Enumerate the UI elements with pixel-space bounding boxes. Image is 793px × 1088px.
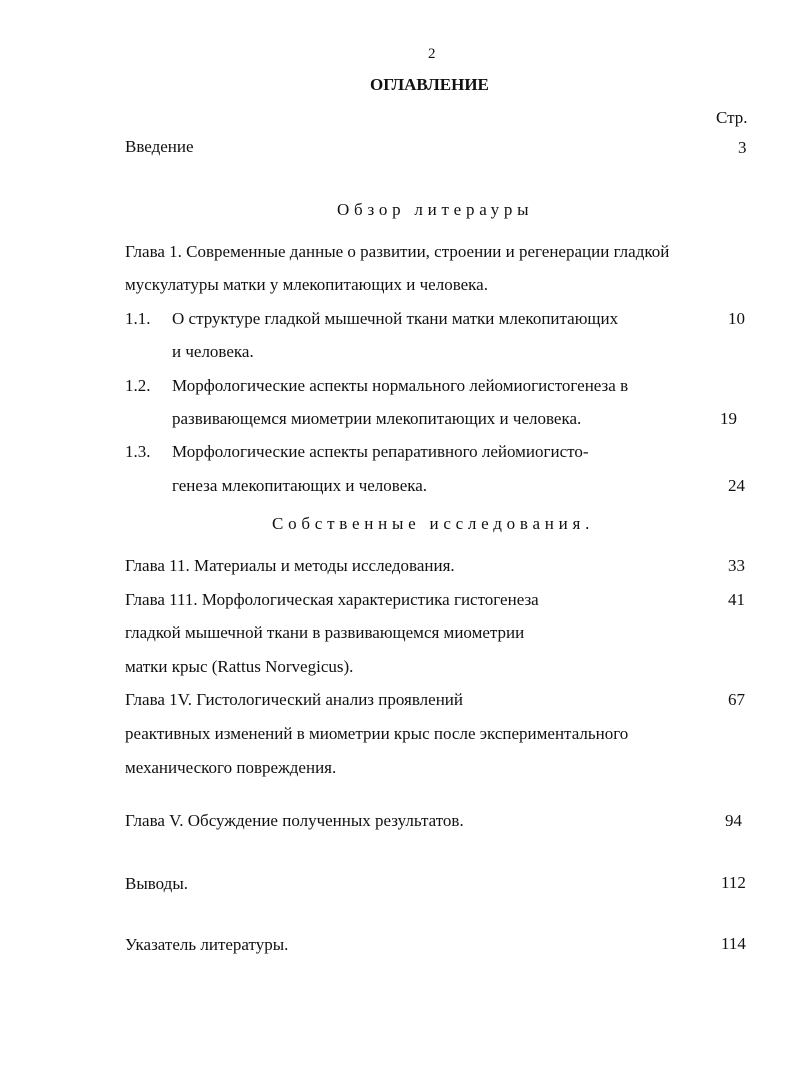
toc-chapter4-line3: механического повреждения. [125, 758, 337, 777]
toc-chapter3-page: 41 [728, 590, 745, 609]
toc-sub1-1-page: 10 [728, 309, 745, 328]
toc-chapter3-line2: гладкой мышечной ткани в развивающемся миометрии [125, 623, 525, 642]
toc-intro-label: Введение [125, 137, 194, 156]
toc-sub1-3-line1: Морфологические аспекты репаративного лейомиогисто- [172, 442, 589, 461]
page-column-label: Стр. [716, 108, 748, 127]
toc-chapter2-page: 33 [728, 556, 745, 575]
toc-sub1-2-page: 19 [720, 409, 737, 428]
toc-sub1-2-line1: Морфологические аспекты нормального лейомиогистогенеза в [172, 376, 629, 395]
section-heading-own-research: Собственные исследования. [272, 514, 595, 533]
page-number: 2 [428, 46, 436, 62]
toc-sub1-3-line2: генеза млекопитающих и человека. [172, 476, 428, 495]
toc-sub1-2-number: 1.2. [125, 376, 151, 395]
toc-chapter1-line2: мускулатуры матки у млекопитающих и человека. [125, 275, 488, 294]
toc-chapter4-line2: реактивных изменений в миометрии крыс после экспериментального [125, 724, 629, 743]
toc-chapter4-page: 67 [728, 690, 745, 709]
toc-chapter1-line1: Глава 1. Современные данные о развитии, строении и регенерации гладкой [125, 242, 670, 261]
toc-conclusions-page: 112 [721, 873, 746, 892]
toc-sub1-3-number: 1.3. [125, 442, 151, 461]
toc-sub1-1-line2: и человека. [172, 342, 254, 361]
toc-chapter2-line1: Глава 11. Материалы и методы исследования. [125, 556, 455, 575]
toc-intro-page: 3 [738, 138, 747, 157]
toc-references-label: Указатель литературы. [125, 935, 289, 954]
toc-references-page: 114 [721, 934, 746, 953]
toc-sub1-2-line2: развивающемся миометрии млекопитающих и человека. [172, 409, 582, 428]
toc-sub1-3-page: 24 [728, 476, 745, 495]
page-title: ОГЛАВЛЕНИЕ [370, 75, 489, 94]
toc-sub1-1-line1: О структуре гладкой мышечной ткани матки млекопитающих [172, 309, 619, 328]
section-heading-review: Обзор литерауры [337, 200, 534, 219]
toc-chapter5-line1: Глава V. Обсуждение полученных результатов. [125, 811, 464, 830]
toc-chapter3-line1: Глава 111. Морфологическая характеристика гистогенеза [125, 590, 539, 609]
toc-sub1-1-number: 1.1. [125, 309, 151, 328]
toc-chapter5-page: 94 [725, 811, 742, 830]
toc-conclusions-label: Выводы. [125, 874, 189, 893]
toc-chapter3-line3: матки крыс (Rattus Norvegicus). [125, 657, 354, 676]
toc-chapter4-line1: Глава 1V. Гистологический анализ проявлений [125, 690, 463, 709]
